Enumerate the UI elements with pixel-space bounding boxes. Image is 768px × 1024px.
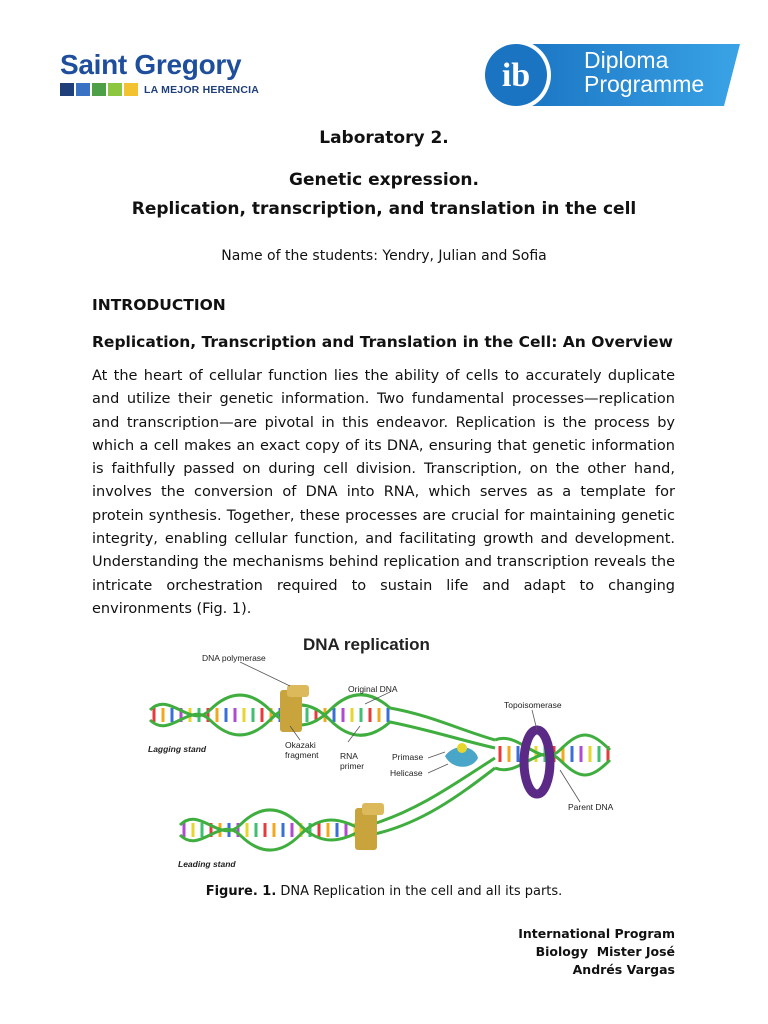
lagging-strand-bottom (150, 705, 495, 748)
leading-strand-bottom (180, 768, 495, 850)
color-square (108, 83, 122, 96)
student-names: Name of the students: Yendry, Julian and Sofia (221, 248, 547, 264)
ib-diploma-logo (478, 38, 740, 112)
caption-text: DNA Replication in the cell and all its parts. (276, 884, 563, 899)
label-rna-1: RNA (340, 751, 358, 761)
school-name: Saint Gregory (60, 49, 242, 80)
color-square (124, 83, 138, 96)
footer-course: Biology Mister José (535, 944, 675, 959)
label-primase: Primase (392, 752, 424, 762)
color-square (92, 83, 106, 96)
intro-paragraph: At the heart of cellular function lies the ability of cells to accurately duplicate and utilize their genetic information. Two fundamental processes—replication and transcription—are pivotal in this endeavor. Replication is the process by which a cell makes an exact copy of its DNA, ensuring that genetic information is faithfully passed on during cell division. Transcription, on the other hand, involves the conversion of DNA into RNA, which serves as a template for protein synthesis. Together, these processes are crucial for maintaining genetic integrity, enabling cellular function, and facilitating growth and development. Understanding the mechanisms behind replication and transcription reveals the intricate orchestration required to sustain life and adapt to changing environments (Fig. 1). (92, 368, 675, 617)
ib-mark: ib (501, 57, 531, 94)
subtitle-processes: Replication, transcription, and translation in the cell (131, 199, 637, 219)
color-square (60, 83, 74, 96)
label-dna-polymerase: DNA polymerase (202, 653, 266, 663)
label-okazaki-1: Okazaki (285, 740, 316, 750)
color-square (76, 83, 90, 96)
lab-title: Laboratory 2. (319, 128, 449, 148)
dna-replication-figure (140, 630, 630, 875)
footer-teacher: Andrés Vargas (572, 962, 675, 977)
saint-gregory-logo (60, 50, 270, 102)
figure-caption (0, 884, 768, 899)
school-tagline: LA MEJOR HERENCIA (144, 83, 260, 96)
label-lagging-stand: Lagging stand (148, 744, 207, 754)
ib-line-programme: Programme (584, 71, 705, 97)
label-parent-dna: Parent DNA (568, 802, 614, 812)
footer-credits (518, 925, 675, 979)
figure-title: DNA replication (303, 635, 430, 654)
label-rna-2: primer (340, 761, 365, 771)
label-leading-stand: Leading stand (178, 859, 236, 869)
ib-programme-text (584, 48, 704, 96)
section-heading: INTRODUCTION (92, 296, 226, 314)
primase-shape (457, 743, 467, 753)
school-tagline-row (60, 83, 270, 96)
dna-polymerase-bottom (355, 803, 384, 850)
label-topoisomerase: Topoisomerase (504, 700, 562, 710)
label-helicase: Helicase (390, 768, 423, 778)
label-okazaki-2: fragment (285, 750, 319, 760)
footer-program: International Program (518, 926, 675, 941)
label-original-dna: Original DNA (348, 684, 398, 694)
ib-line-diploma: Diploma (584, 47, 669, 73)
subtitle-genetic-expression: Genetic expression. (289, 170, 479, 190)
caption-label: Figure. 1. (205, 884, 277, 899)
section-subheading: Replication, Transcription and Translation in the Cell: An Overview (92, 333, 673, 351)
